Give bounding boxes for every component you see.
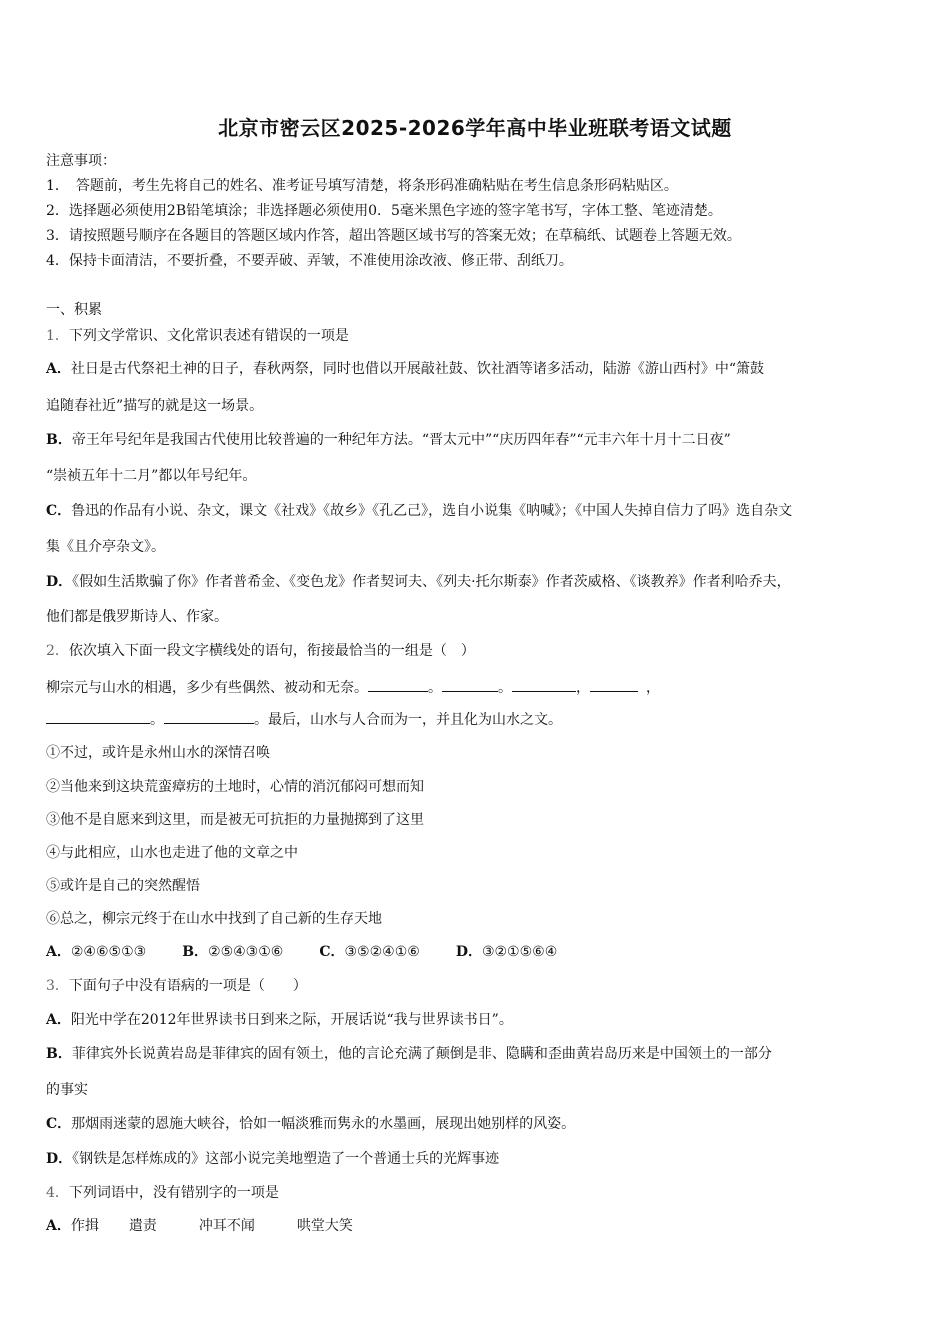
q2-item-1: ①不过，或许是永州山水的深情召唤 [46,745,270,761]
question-stem: 依次填入下面一段文字横线处的语句，衔接最恰当的一组是（ ） [68,643,475,659]
option-text: 阳光中学在2012年世界读书日到来之际，开展话说“我与世界读书日”。 [70,1012,513,1028]
answer-blank[interactable] [590,677,638,692]
option-label: C． [46,503,72,519]
q3-option-d [46,1149,499,1169]
question-number: 4． [46,1185,69,1201]
q2-passage-line-1 [46,677,660,698]
q1-option-b [46,430,731,450]
punctuation: 。 [428,680,442,696]
section-heading: 一、积累 [46,302,102,318]
q1-option-c [46,501,792,521]
q2-item-5: ⑤或许是自己的突然醒悟 [46,878,200,894]
option-label: B． [46,1046,72,1062]
notice-item-3: 3．请按照题号顺序在各题目的答题区域内作答，超出答题区域书写的答案无效；在草稿纸、试题卷上答题无效。 [46,228,741,244]
option-text: ③⑤②④①⑥ [344,944,420,960]
option-label: B． [46,432,72,448]
option-label: D． [46,1151,73,1167]
q1-option-a [46,359,764,379]
punctuation: 。 [150,712,164,728]
option-text: 社日是古代祭祀土神的日子，春秋两祭，同时也借以开展敲社鼓、饮社酒等诸多活动，陆游《游山西村》中“箫鼓 [70,361,765,377]
passage-text: 柳宗元与山水的相遇，多少有些偶然、被动和无奈。 [46,680,368,696]
q2-item-6: ⑥总之，柳宗元终于在山水中找到了自己新的生存天地 [46,911,382,927]
q4-option-a [46,1216,353,1236]
option-text: 帝王年号纪年是我国古代使用比较普遍的一种纪年方法。“晋太元中”“庆历四年春”“元丰六年十月十二日夜” [71,432,731,448]
notice-item-2: 2．选择题必须使用2B铅笔填涂；非选择题必须使用0．5毫米黑色字迹的签字笔书写，字体工整、笔迹清楚。 [46,203,722,219]
answer-blank[interactable] [46,709,150,724]
q1-option-b-cont: “崇祯五年十二月”都以年号纪年。 [46,468,257,484]
question-number: 3． [46,978,69,994]
option-text: 那烟雨迷蒙的恩施大峡谷，恰如一幅淡雅而隽永的水墨画，展现出她别样的风姿。 [71,1116,576,1132]
q2-passage-line-2 [46,709,562,730]
notice-item-4: 4．保持卡面清洁，不要折叠，不要弄破、弄皱，不准使用涂改液、修正带、刮纸刀。 [46,253,573,269]
q2-option-d[interactable] [456,944,557,960]
word: 冲耳不闻 [198,1218,255,1234]
passage-text: 。最后，山水与人合而为一，并且化为山水之文。 [254,712,562,728]
question-4 [46,1183,279,1203]
question-2 [46,641,475,661]
question-stem: 下列词语中，没有错别字的一项是 [68,1185,279,1201]
option-label: A． [46,1012,71,1028]
q2-option-c[interactable] [319,944,419,960]
option-label: D． [46,574,73,590]
punctuation: 。 [498,680,512,696]
q1-option-d-cont: 他们都是俄罗斯诗人、作家。 [46,609,228,625]
q3-option-a [46,1010,513,1030]
answer-blank[interactable] [512,677,576,692]
q3-option-c [46,1114,575,1134]
option-label: C． [319,944,345,960]
word: 遣责 [128,1218,157,1234]
option-text: 《假如生活欺骗了你》作者普希金、《变色龙》作者契诃夫、《列夫·托尔斯泰》作者茨威格、《谈教养》作者利哈乔夫， [72,574,791,590]
option-label: A． [46,944,71,960]
q3-option-b-cont: 的事实 [46,1082,88,1098]
q2-option-b[interactable] [182,944,283,960]
page-title: 北京市密云区2025-2026学年高中毕业班联考语文试题 [218,116,732,140]
option-text: ②⑤④③①⑥ [208,944,284,960]
q1-option-c-cont: 集《且介亭杂文》。 [46,539,165,555]
punctuation: ， [576,680,590,696]
q1-option-a-cont: 追随春社近”描写的就是这一场景。 [46,398,264,414]
word: 哄堂大笑 [296,1218,353,1234]
notice-heading: 注意事项： [46,153,116,169]
notice-item-1: 1． 答题前，考生先将自己的姓名、准考证号填写清楚，将条形码准确粘贴在考生信息条形码粘贴区。 [46,178,678,194]
option-label: A． [46,1218,71,1234]
option-text: 鲁迅的作品有小说、杂文，课文《社戏》《故乡》《孔乙己》，选自小说集《呐喊》；《中国人失掉自信力了吗》选自杂文 [71,503,793,519]
answer-blank[interactable] [442,677,498,692]
q2-options [46,942,557,962]
question-1 [46,326,349,346]
q1-option-d [46,572,791,592]
q3-option-b [46,1044,772,1064]
option-label: D． [455,944,482,960]
option-text: 菲律宾外长说黄岩岛是菲律宾的固有领土，他的言论充满了颠倒是非、隐瞒和歪曲黄岩岛历来是中国领土的一部分 [71,1046,772,1062]
punctuation: ， [646,680,660,696]
q2-item-3: ③他不是自愿来到这里，而是被无可抗拒的力量抛掷到了这里 [46,812,424,828]
option-label: C． [46,1116,72,1132]
option-text: ②④⑥⑤①③ [70,944,147,960]
question-stem: 下列文学常识、文化常识表述有错误的一项是 [68,328,349,344]
question-3 [46,976,307,996]
question-number: 1． [46,328,69,344]
option-text: ③②①⑤⑥④ [481,944,558,960]
option-label: A． [46,361,71,377]
option-label: B． [182,944,209,960]
q2-option-a[interactable] [46,944,146,960]
question-stem: 下面句子中没有语病的一项是（ ） [68,978,307,994]
answer-blank[interactable] [368,677,428,692]
q2-item-4: ④与此相应，山水也走进了他的文章之中 [46,845,298,861]
word: 作揖 [70,1218,99,1234]
option-text: 《钢铁是怎样炼成的》这部小说完美地塑造了一个普通士兵的光辉事迹 [72,1151,500,1167]
question-number: 2． [46,643,69,659]
q2-item-2: ②当他来到这块荒蛮瘴疠的土地时，心情的消沉郁闷可想而知 [46,779,424,795]
answer-blank[interactable] [164,709,254,724]
